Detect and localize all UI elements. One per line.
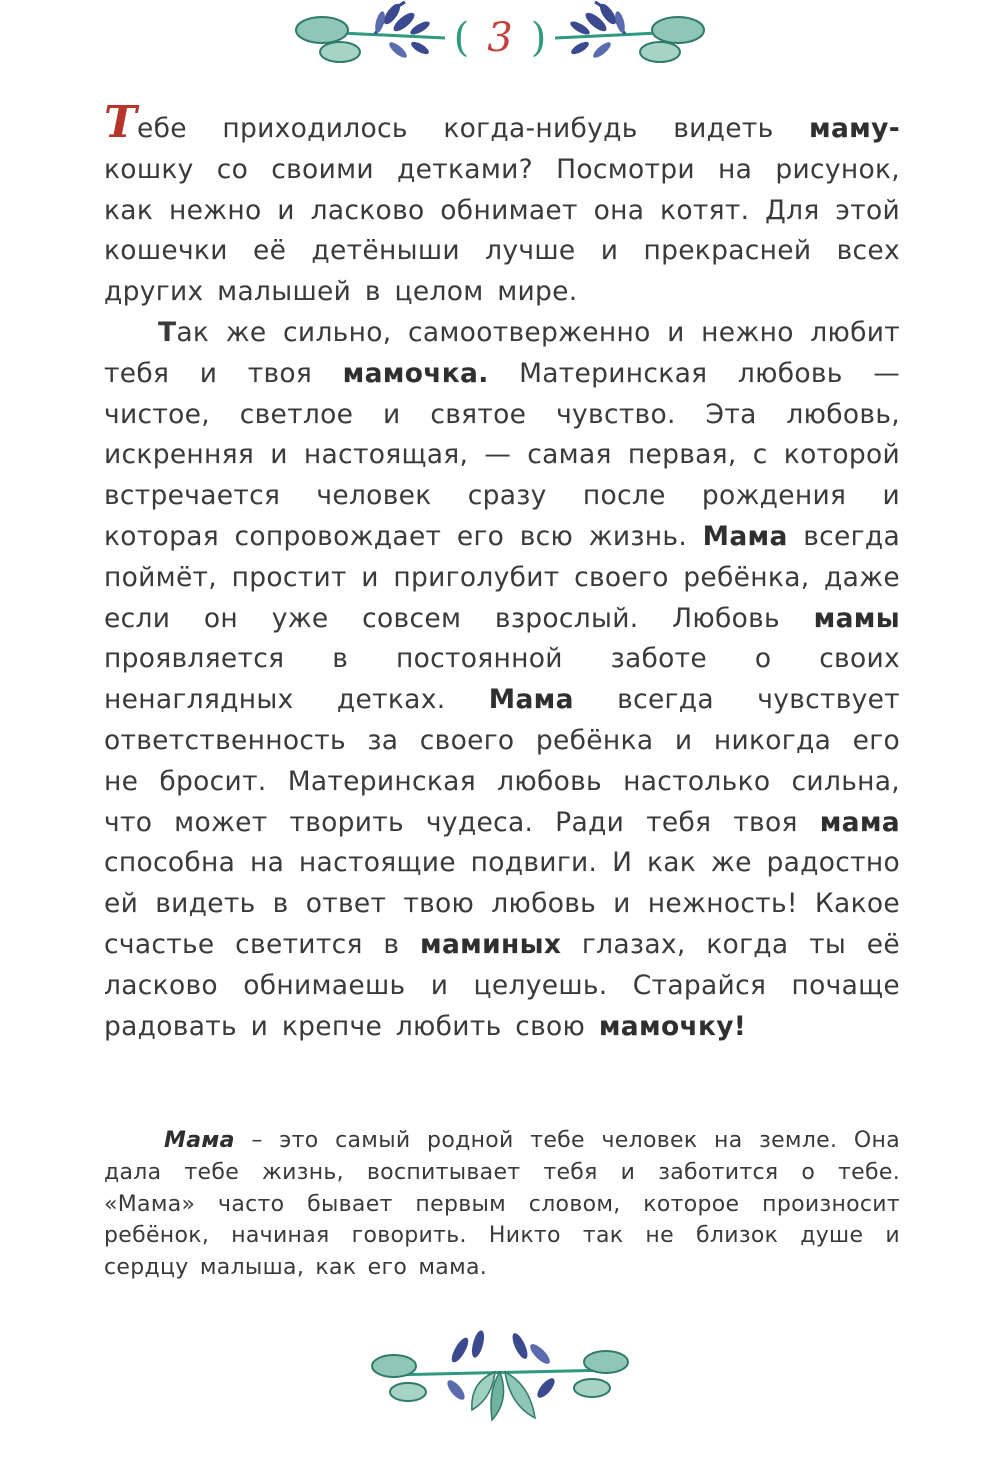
page-number xyxy=(0,14,1000,62)
paragraph-1 xyxy=(104,97,900,313)
p2-bold-3: мамы xyxy=(813,602,900,634)
page-number-open-paren: ( xyxy=(453,15,470,61)
drop-cap-letter: Т xyxy=(104,97,138,148)
footnote-lead-word: Мама xyxy=(164,1128,235,1153)
p2-text-3: всегда поймёт, простит и приголубит своего ребёнка, даже если он уже совсем взрослый. Любовь xyxy=(104,520,900,634)
p2-bold-4: Мама xyxy=(488,684,574,716)
footnote-text: – это самый родной тебе человек на земле. Она дала тебе жизнь, воспитывает тебя и заботится о тебе. «Мама» часто бывает первым словом, которое произносит ребёнок, начиная говорить. Никто так не близок душе и сердцу малыша, как его мама. xyxy=(104,1128,900,1281)
p2-text-1: ак же сильно, самоотверженно и нежно любит тебя и твоя xyxy=(104,316,900,389)
footer-wreath-icon xyxy=(372,1330,628,1420)
p2-text-4: проявляется в постоянной заботе о своих ненаглядных детках. xyxy=(104,643,900,716)
p2-bold-6: маминых xyxy=(419,928,562,960)
p2-bold-7: мамочку! xyxy=(598,1010,747,1042)
p2-initial-letter: Т xyxy=(158,316,177,348)
p2-bold-1: мамочка. xyxy=(342,357,489,389)
p2-bold-5: мама xyxy=(819,806,900,838)
p1-text-1: ебе приходилось когда-нибудь видеть xyxy=(137,113,810,144)
paragraph-2 xyxy=(104,313,900,1047)
p1-bold-1: маму- xyxy=(809,113,900,144)
page-number-close-paren: ) xyxy=(530,15,547,61)
p2-text-5: всегда чувствует ответственность за своего ребёнка и никогда его не бросит. Материнская любовь настолько сильна, что может творить чудеса. Ради тебя твоя xyxy=(104,684,900,838)
p1-text-2: кошку со своими детками? Посмотри на рисунок, как нежно и ласково обнимает она котят. Для этой кошечки её детёныши лучше и прекрасней всех других малышей в целом мире. xyxy=(104,153,900,308)
p2-text-7: глазах, когда ты её ласково обнимаешь и целуешь. Старайся почаще радовать и крепче любить свою xyxy=(104,928,900,1042)
p2-text-6: способна на настоящие подвиги. И как же радостно ей видеть в ответ твою любовь и нежность! Какое счастье светится в xyxy=(104,847,900,960)
p2-bold-2: Мама xyxy=(702,520,788,552)
footer-floral-ornament xyxy=(360,1330,640,1440)
p2-text-2: Материнская любовь — чистое, светлое и святое чувство. Эта любовь, искренняя и настоящая, — самая первая, с которой встречается человек сразу после рождения и которая сопровождает его всю жизнь. xyxy=(104,357,900,552)
page-number-value: 3 xyxy=(487,15,513,61)
main-text xyxy=(104,97,900,1047)
footnote-paragraph xyxy=(104,1125,900,1284)
